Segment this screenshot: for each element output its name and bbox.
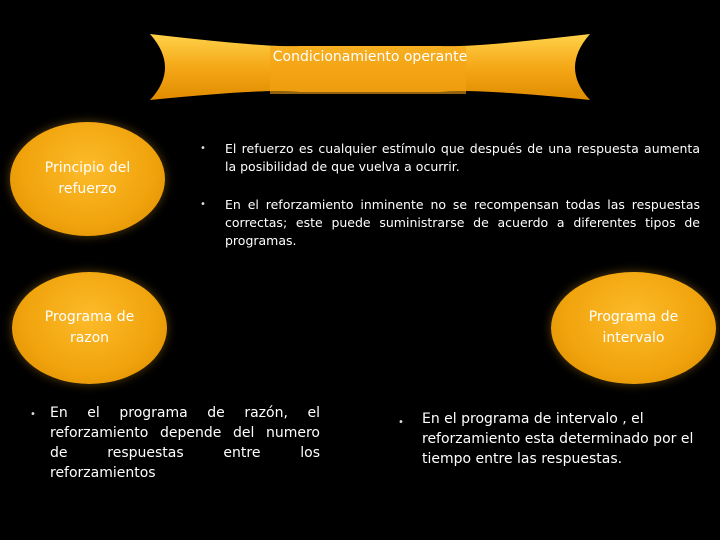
razon-text: En el programa de razón, el reforzamiento depende del numero de respuestas entre los reforzamientos	[50, 405, 320, 481]
intervalo-oval	[551, 272, 716, 384]
razon-label: Programa de razon	[44, 309, 135, 346]
bullet-dot-icon: •	[200, 143, 206, 154]
bullet-dot-icon: •	[398, 417, 404, 428]
intervalo-description	[398, 409, 698, 469]
bullet-dot-icon: •	[200, 199, 206, 210]
principio-oval	[10, 122, 165, 236]
intervalo-text: En el programa de intervalo , el reforzamiento esta determinado por el tiempo entre las respuestas.	[422, 411, 694, 467]
bullet-text: El refuerzo es cualquier estímulo que después de una respuesta aumenta la posibilidad de que vuelva a ocurrir.	[225, 141, 700, 174]
bullet-item	[200, 140, 700, 176]
principio-label: Principio del refuerzo	[44, 160, 131, 197]
bullet-dot-icon: •	[30, 409, 36, 420]
razon-oval	[12, 272, 167, 384]
intervalo-label: Programa de intervalo	[588, 309, 679, 346]
razon-description	[30, 403, 320, 483]
bullet-item	[200, 196, 700, 250]
banner-title: Condicionamiento operante	[272, 49, 468, 65]
bullet-text: En el reforzamiento inminente no se recompensan todas las respuestas correctas; este puede suministrarse de acuerdo a diferentes tipos de programas.	[225, 197, 700, 248]
principio-bullets	[200, 140, 700, 250]
